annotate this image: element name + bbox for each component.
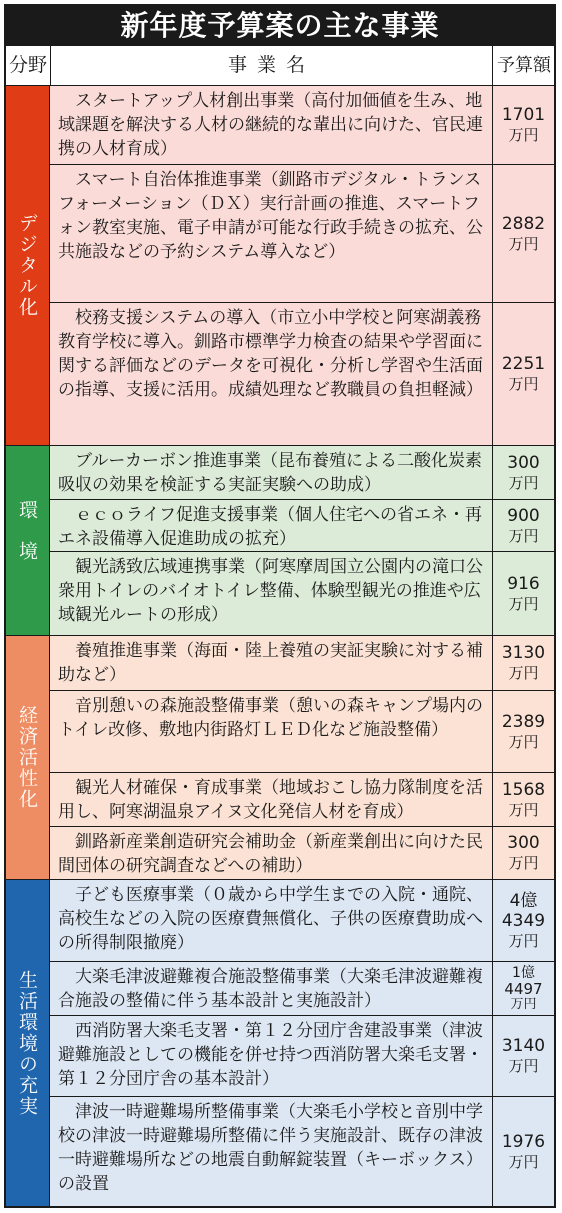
budget-cell xyxy=(492,552,554,635)
budget-amount: 1568 xyxy=(501,779,546,800)
budget-unit: 万円 xyxy=(508,1152,539,1171)
budget-unit: 万円 xyxy=(508,473,539,492)
table-title: 新年度予算案の主な事業 xyxy=(6,6,554,46)
budget-unit: 万円 xyxy=(508,854,539,872)
budget-cell xyxy=(492,773,554,826)
project-description: ブルーカーボン推進事業（昆布養殖による二酸化炭素吸収の効果を検証する実証実験への助成） xyxy=(58,451,482,495)
table-row xyxy=(50,446,554,500)
budget-amount: 2389 xyxy=(501,711,546,732)
budget-unit: 万円 xyxy=(508,526,539,545)
budget-unit: 万円 xyxy=(508,732,539,751)
category-label: 環境 xyxy=(6,446,50,635)
budget-unit: 万円 xyxy=(508,664,539,682)
budget-amount: 1976 xyxy=(501,1131,546,1152)
budget-unit: 万円 xyxy=(508,1057,539,1075)
budget-oku: 1億 xyxy=(512,964,535,981)
budget-cell xyxy=(492,962,554,1015)
budget-cell xyxy=(492,691,554,772)
table-row xyxy=(50,962,554,1016)
budget-cell xyxy=(492,1097,554,1206)
budget-amount: 4497 xyxy=(504,979,543,998)
project-description: 西消防署大楽毛支署・第１２分団庁舎建設事業（津波避難施設としての機能を併せ持つ西消防署大楽毛支署・第１２分団庁舎の基本設計） xyxy=(58,1021,483,1089)
table-row xyxy=(50,303,554,445)
budget-cell xyxy=(492,446,554,499)
table-row xyxy=(50,86,554,165)
group-environment xyxy=(6,446,554,636)
budget-unit: 万円 xyxy=(510,996,537,1012)
group-living-environment xyxy=(6,880,554,1206)
group-digital xyxy=(6,86,554,446)
budget-amount: 2251 xyxy=(501,354,546,374)
project-description: 校務支援システムの導入（市立小中学校と阿寒湖義務教育学校に導入。釧路市標準学力検査の結果や学習面に関する評価などのデータを可視化・分析し学習や生活面の指導、支援に活用。成績処理など教職員の負担軽減） xyxy=(58,308,483,400)
budget-cell xyxy=(492,86,554,164)
budget-table xyxy=(4,4,556,1208)
budget-unit: 万円 xyxy=(508,800,539,819)
category-label: 経済活性化 xyxy=(6,636,50,879)
budget-unit: 万円 xyxy=(508,931,539,950)
table-row xyxy=(50,1016,554,1097)
budget-amount: 2882 xyxy=(501,213,546,234)
table-row xyxy=(50,691,554,773)
table-row xyxy=(50,880,554,962)
budget-cell xyxy=(492,500,554,551)
header-category: 分野 xyxy=(6,46,51,85)
project-description: 音別憩いの森施設整備事業（憩いの森キャンプ場内のトイレ改修、敷地内街路灯ＬＥＤ化など施設整備） xyxy=(58,696,483,740)
table-row xyxy=(50,1097,554,1206)
budget-cell xyxy=(492,1016,554,1096)
budget-cell xyxy=(492,827,554,879)
project-description: 大楽毛津波避難複合施設整備事業（大楽毛津波避難複合施設の整備に伴う基本設計と実施設計） xyxy=(58,967,483,1011)
budget-amount: 3130 xyxy=(501,643,546,663)
table-row xyxy=(50,827,554,879)
budget-amount: 900 xyxy=(507,505,540,526)
budget-amount: 300 xyxy=(507,452,540,473)
budget-amount: 300 xyxy=(507,833,540,853)
budget-unit: 万円 xyxy=(508,594,539,613)
group-economy xyxy=(6,636,554,880)
budget-cell xyxy=(492,636,554,690)
budget-unit: 万円 xyxy=(508,375,539,393)
project-description: 観光誘致広域連携事業（阿寒摩周国立公園内の滝口公衆用トイレのバイオトイレ整備、体験型観光の推進や広域観光ルートの形成） xyxy=(58,557,483,625)
budget-cell xyxy=(492,303,554,445)
budget-oku: 4億 xyxy=(509,890,538,911)
header-budget: 予算額 xyxy=(492,46,555,85)
budget-amount: 4349 xyxy=(501,910,546,931)
table-row xyxy=(50,500,554,552)
table-row xyxy=(50,165,554,303)
project-description: ｅｃｏライフ促進支援事業（個人住宅への省エネ・再エネ設備導入促進助成の拡充） xyxy=(58,505,482,549)
header-project-name: 事業名 xyxy=(227,54,315,76)
project-description: 子ども医療事業（０歳から中学生までの入院・通院、高校生などの入院の医療費無償化、子供の医療費助成への所得制限撤廃） xyxy=(58,885,483,953)
header-row xyxy=(6,46,554,86)
project-description: 津波一時避難場所整備事業（大楽毛小学校と音別中学校の津波一時避難場所整備に伴う実施設計、既存の津波一時避難場所などの地震自動解錠装置（キーボックス）の設置 xyxy=(58,1102,483,1194)
budget-amount: 3140 xyxy=(501,1036,546,1056)
project-description: スマート自治体推進事業（釧路市デジタル・トランスフォーメーション（ＤＸ）実行計画の推進、スマートフォン教室実施、電子申請が可能な行政手続きの拡充、公共施設などの予約システム導入など） xyxy=(58,170,483,262)
budget-amount: 1701 xyxy=(501,105,546,125)
project-description: 観光人材確保・育成事業（地域おこし協力隊制度を活用し、阿寒湖温泉アイヌ文化発信人材を育成） xyxy=(58,778,483,822)
project-description: 釧路新産業創造研究会補助金（新産業創出に向けた民間団体の研究調査などへの補助） xyxy=(58,832,483,876)
project-description: 養殖推進事業（海面・陸上養殖の実証実験に対する補助など） xyxy=(58,641,483,685)
budget-unit: 万円 xyxy=(508,126,539,144)
budget-cell xyxy=(492,880,554,961)
project-description: スタートアップ人材創出事業（高付加価値を生み、地域課題を解決する人材の継続的な輩出に向けた、官民連携の人材育成） xyxy=(58,91,483,159)
category-label: 生活環境の充実 xyxy=(6,880,50,1206)
table-row xyxy=(50,773,554,827)
budget-cell xyxy=(492,165,554,302)
budget-unit: 万円 xyxy=(508,234,539,253)
table-row xyxy=(50,636,554,691)
table-row xyxy=(50,552,554,635)
category-label: デジタル化 xyxy=(6,86,50,445)
budget-amount: 916 xyxy=(507,573,540,594)
